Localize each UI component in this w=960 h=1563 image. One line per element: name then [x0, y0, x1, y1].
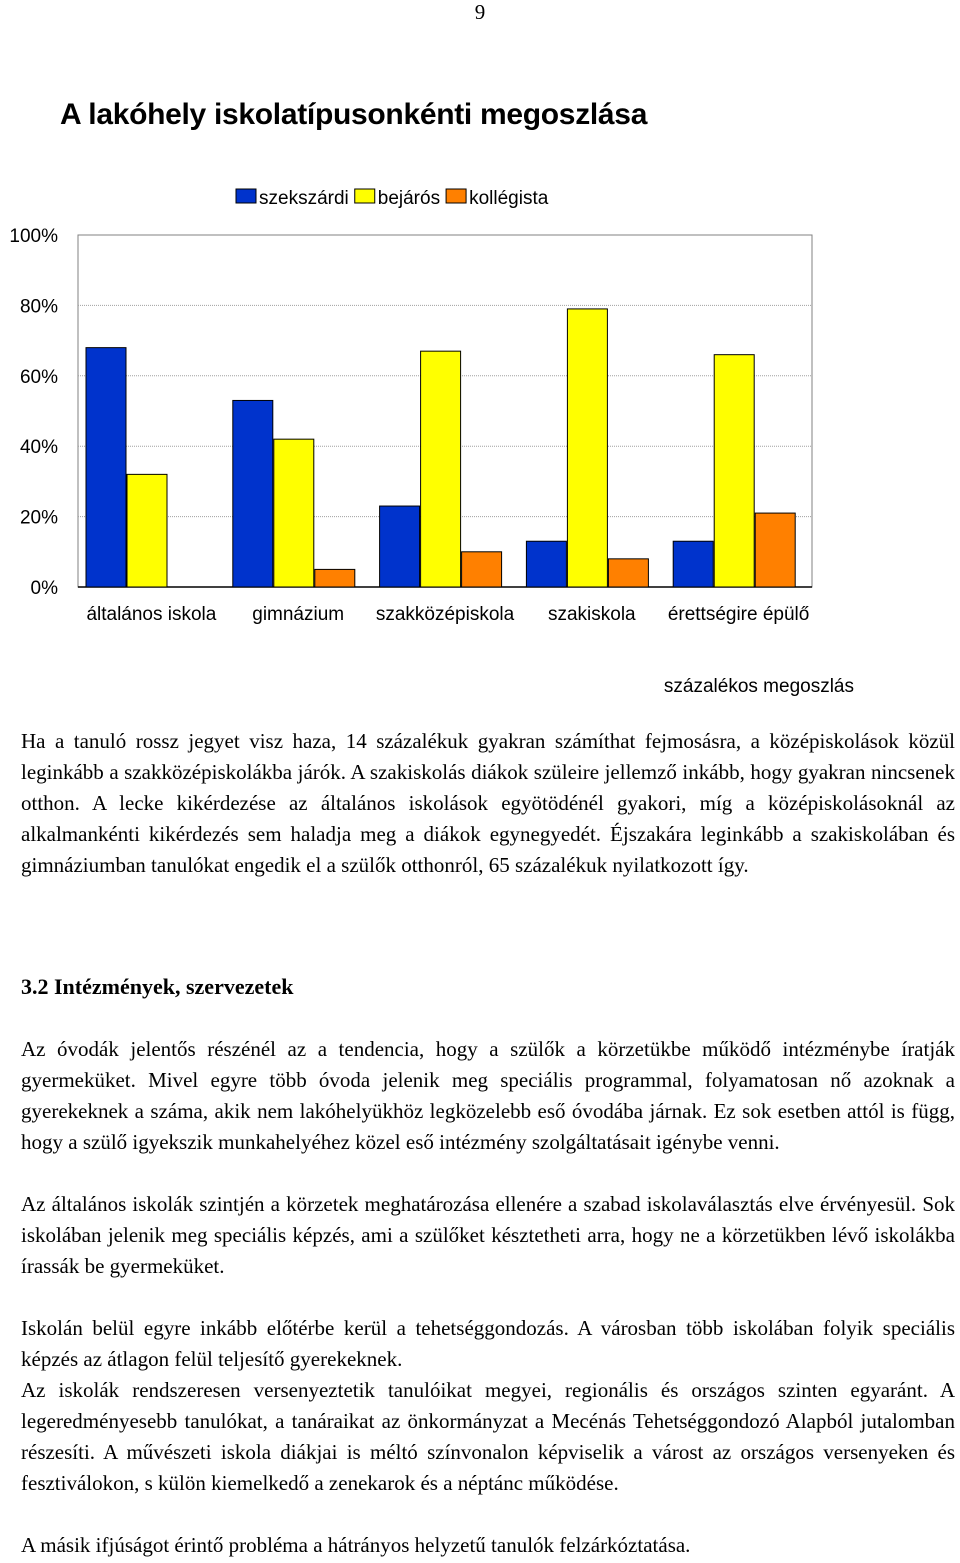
bar [233, 400, 273, 587]
section-paragraph-1: Az óvodák jelentős részénél az a tendencia, hogy a szülők a körzetükbe működő intézménybe íratják gyermeküket. Mivel egyre több óvoda jelenik meg speciális programmal, folyamatosan nő azoknak a gyerekeknek a száma, akik nem lakóhelyükhöz legközelebb eső óvodába járnak. Ez sok esetben attól is függ, hogy a szülő igyekszik munkahelyéhez közel eső intézmény szolgáltatásait igénybe venni. [21, 1037, 955, 1154]
bar-chart [0, 170, 960, 640]
chart-caption: százalékos megoszlás [663, 676, 854, 697]
legend-label: szekszárdi [259, 188, 349, 209]
y-tick-label: 100% [9, 226, 58, 247]
bar [86, 348, 126, 587]
section-paragraph-4: Az iskolák rendszeresen versenyeztetik tanulóikat megyei, regionális és országos szinten egyaránt. A legeredményesebb tanulókat, a tanáraikat az önkormányzat a Mecénás Tehetséggondozó Alapból jutalomban részesíti. A művészeti iskola diákjai is méltó színvonalon képviselik a várost az országos versenyeken és fesztiválokon, s külön kiemelkedő a zenekarok és a néptánc működése. [21, 1378, 955, 1495]
legend-label: kollégista [469, 188, 549, 209]
bar [567, 309, 607, 587]
bar [380, 506, 420, 587]
section-paragraph-5: A másik ifjúságot érintő probléma a hátrányos helyzetű tanulók felzárkóztatása. [21, 1533, 691, 1557]
legend-swatch [355, 189, 375, 203]
bar [274, 439, 314, 587]
bar [673, 541, 713, 587]
y-tick-label: 60% [19, 366, 58, 388]
chart-legend [236, 188, 549, 209]
x-tick-label: érettségire épülő [667, 604, 810, 625]
y-tick-label: 0% [30, 578, 58, 599]
x-axis-labels [86, 604, 809, 625]
y-tick-label: 40% [19, 437, 58, 459]
x-tick-label: szakiskola [547, 604, 636, 625]
bar [755, 513, 795, 587]
bar [608, 559, 648, 587]
x-tick-label: gimnázium [252, 604, 345, 625]
bar [526, 541, 566, 587]
y-axis-labels [9, 226, 58, 599]
bar [462, 552, 502, 587]
x-tick-label: szakközépiskola [375, 604, 515, 625]
bar [127, 474, 167, 587]
x-tick-label: általános iskola [86, 604, 217, 625]
paragraph-1: Ha a tanuló rossz jegyet visz haza, 14 százalékuk gyakran számíthat fejmosásra, a középiskolások közül leginkább a szakközépiskolákba járók. A szakiskolás diákok szüleire jellemző inkább, hogy gyakran nincsenek otthon. A lecke kikérdezése az általános iskolások egyötödénél gyakori, míg a középiskolásoknál az alkalmankénti kikérdezés sem haladja meg a diákok egynegyedét. Éjszakára leginkább a szakiskolában és gimnáziumban tanulókat engedik el a szülők otthonról, 65 százalékuk nyilatkozott így. [21, 729, 955, 877]
page-number: 9 [474, 0, 486, 24]
chart-title: A lakóhely iskolatípusonkénti megoszlása [60, 98, 648, 131]
bar [421, 351, 461, 587]
bar [714, 355, 754, 587]
section-paragraph-2: Az általános iskolák szintjén a körzetek meghatározása ellenére a szabad iskolaválasztás elve érvényesül. Sok iskolában jelenik meg speciális képzés, ami a szülőket késztetheti arra, hogy ne a körzetükben lévő iskolákba írassák be gyermeküket. [21, 1192, 955, 1278]
bar [315, 569, 355, 587]
legend-swatch [236, 189, 256, 203]
y-tick-label: 20% [19, 507, 58, 529]
y-tick-label: 80% [19, 296, 58, 318]
legend-label: bejárós [377, 188, 441, 209]
section-paragraph-3: Iskolán belül egyre inkább előtérbe kerül a tehetséggondozás. A városban több iskolában folyik speciális képzés az átlagon felül teljesítő gyerekeknek. [21, 1316, 955, 1371]
section-heading: 3.2 Intézmények, szervezetek [21, 974, 294, 999]
legend-swatch [446, 189, 466, 203]
